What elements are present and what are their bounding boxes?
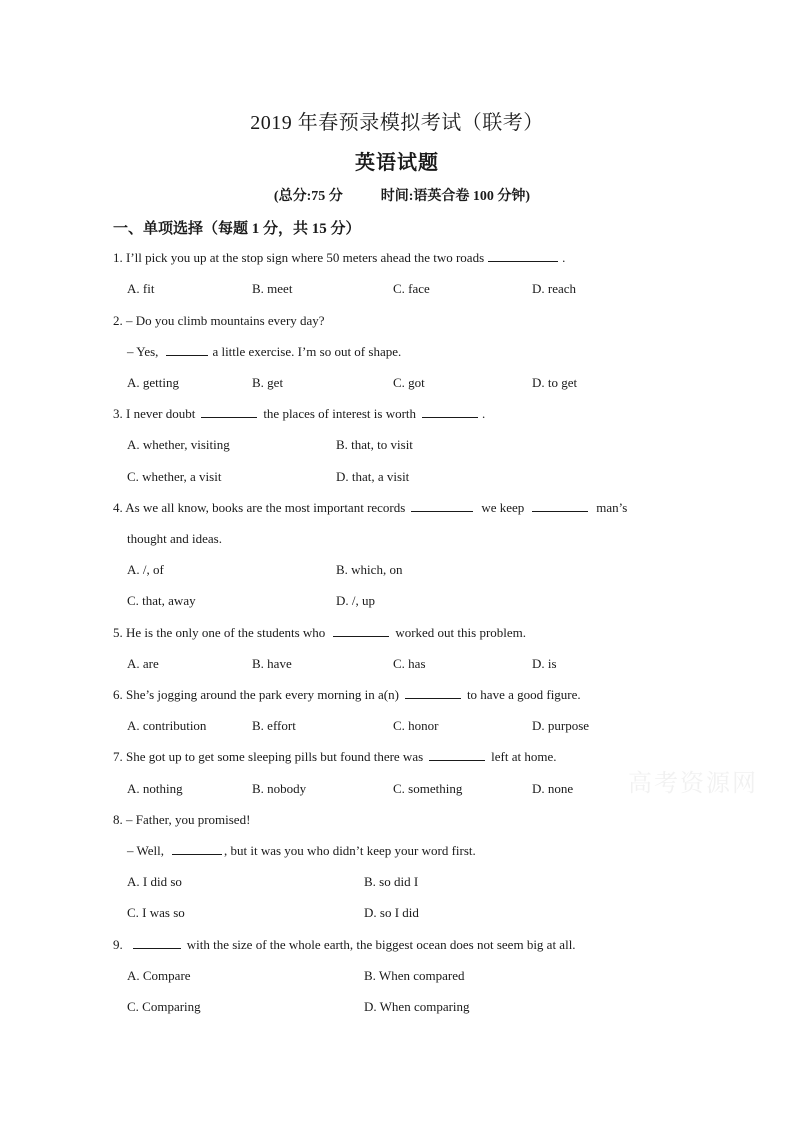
question-8-response: – Well, , but it was you who didn’t keep your word first. <box>127 843 476 858</box>
option-b: B. effort <box>252 718 296 733</box>
time-info: 时间:语英合卷 100 分钟) <box>380 189 531 204</box>
watermark: 高考资源网 <box>628 769 758 797</box>
option-d: D. to get <box>532 375 578 390</box>
option-b: B. so did I <box>364 874 419 889</box>
option-a: A. whether, visiting <box>127 437 230 452</box>
option-a: A. /, of <box>127 562 164 577</box>
section-heading: 一、单项选择（每题 1 分，共 15 分） <box>113 221 361 237</box>
option-a: A. I did so <box>127 874 182 889</box>
option-c: C. has <box>393 656 426 671</box>
question-4: 4. As we all know, books are the most important records we keep man’s <box>113 500 628 515</box>
option-b: B. meet <box>252 281 293 296</box>
answer-blank <box>411 499 473 512</box>
answer-blank <box>201 405 257 418</box>
answer-blank <box>532 499 588 512</box>
option-b: B. nobody <box>252 781 307 796</box>
option-a: A. are <box>127 656 159 671</box>
answer-blank <box>405 686 461 699</box>
option-d: D. reach <box>532 281 577 296</box>
question-3: 3. I never doubt the places of interest is worth . <box>113 406 486 421</box>
question-2: 2. – Do you climb mountains every day? <box>113 313 325 328</box>
option-c: C. face <box>393 281 430 296</box>
question-2-response: – Yes, a little exercise. I’m so out of shape. <box>127 344 402 359</box>
option-c: C. I was so <box>127 905 185 920</box>
option-d: D. that, a visit <box>336 469 410 484</box>
question-4-cont: thought and ideas. <box>127 531 222 546</box>
question-5: 5. He is the only one of the students who worked out this problem. <box>113 625 527 640</box>
option-d: D. /, up <box>336 593 375 608</box>
option-b: B. When compared <box>364 968 465 983</box>
exam-title: 2019 年春预录模拟考试（联考） <box>250 112 544 134</box>
option-a: A. fit <box>127 281 155 296</box>
score-info: (总分:75 分 <box>273 189 343 204</box>
answer-blank <box>172 842 222 855</box>
option-d: D. purpose <box>532 718 590 733</box>
option-c: C. that, away <box>127 593 196 608</box>
option-d: D. none <box>532 781 574 796</box>
answer-blank <box>422 405 478 418</box>
option-b: B. have <box>252 656 292 671</box>
question-9: 9. with the size of the whole earth, the biggest ocean does not seem big at all. <box>113 937 576 952</box>
question-6: 6. She’s jogging around the park every morning in a(n) to have a good figure. <box>113 687 581 702</box>
option-c: C. something <box>393 781 463 796</box>
option-b: B. get <box>252 375 284 390</box>
answer-blank <box>488 249 558 262</box>
question-8: 8. – Father, you promised! <box>113 812 251 827</box>
question-7: 7. She got up to get some sleeping pills but found there was left at home. <box>113 749 557 764</box>
option-d: D. When comparing <box>364 999 470 1014</box>
answer-blank <box>333 624 389 637</box>
option-c: C. honor <box>393 718 439 733</box>
option-b: B. which, on <box>336 562 403 577</box>
exam-meta <box>0 185 794 205</box>
option-b: B. that, to visit <box>336 437 413 452</box>
answer-blank <box>133 936 181 949</box>
option-c: C. got <box>393 375 425 390</box>
option-c: C. Comparing <box>127 999 201 1014</box>
option-d: D. so I did <box>364 905 419 920</box>
option-c: C. whether, a visit <box>127 469 222 484</box>
option-a: A. contribution <box>127 718 207 733</box>
answer-blank <box>429 748 485 761</box>
option-a: A. Compare <box>127 968 191 983</box>
option-d: D. is <box>532 656 557 671</box>
question-1: 1. I’ll pick you up at the stop sign where 50 meters ahead the two roads . <box>113 250 566 265</box>
answer-blank <box>166 343 208 356</box>
option-a: A. nothing <box>127 781 183 796</box>
exam-subtitle: 英语试题 <box>355 152 439 174</box>
option-a: A. getting <box>127 375 179 390</box>
